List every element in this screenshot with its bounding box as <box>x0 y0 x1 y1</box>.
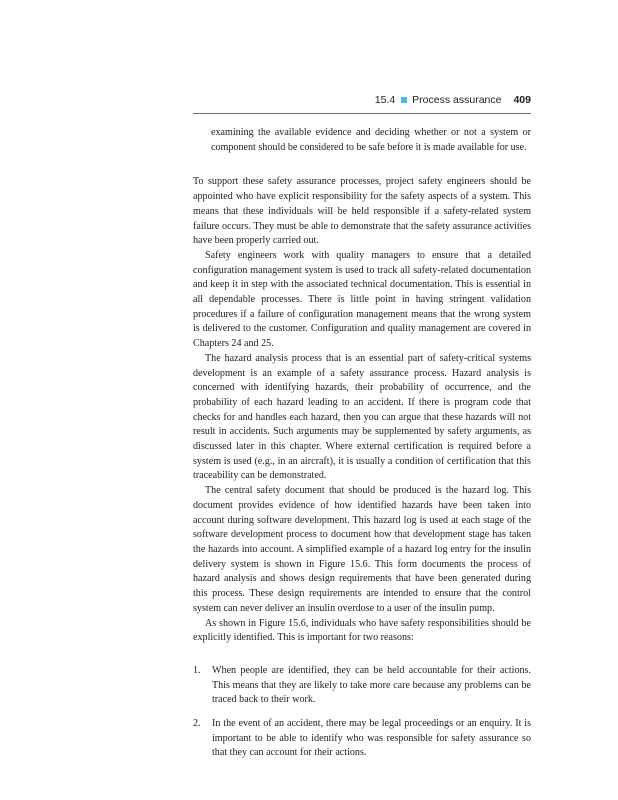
body-text <box>193 126 531 771</box>
list-item <box>193 717 531 761</box>
paragraph: The central safety document that should be produced is the hazard log. This document provides evidence of how identified hazards have been taken into account during software development. This hazard log is used at each stage of the software development process to document how that development stage has taken the hazards into account. A simplified example of a hazard log entry for the insulin delivery system is shown in Figure 15.6. This form documents the process of hazard analysis and shows design requirements that have been generated during this process. These design requirements are intended to ensure that the control system can never deliver an insulin overdose to a user of the insulin pump. <box>193 485 531 614</box>
continued-list-text: examining the available evidence and deciding whether or not a system or component should be considered to be safe before it is made available for use. <box>211 127 531 153</box>
list-number: 1. <box>193 664 201 676</box>
list-item <box>193 664 531 708</box>
numbered-list <box>193 664 531 761</box>
section-number: 15.4 <box>374 94 396 106</box>
list-number: 2. <box>193 718 201 730</box>
list-item-text: In the event of an accident, there may be legal proceedings or an enquiry. It is important to be able to identify who was responsible for safety assurance so that they can account for their actions. <box>212 718 531 759</box>
running-header <box>375 94 531 106</box>
paragraph: Safety engineers work with quality managers to ensure that a detailed configuration management system is used to track all safety-related documentation and keep it in step with the associated technical documentation. This is essential in all dependable processes. There is little point in having stringent validation procedures if a failure of configuration management means that the wrong system is delivered to the customer. Configuration and quality management are covered in Chapters 24 and 25. <box>193 249 531 350</box>
square-bullet-icon <box>401 97 407 103</box>
paragraph: As shown in Figure 15.6, individuals who have safety responsibilities should be explicitly identified. This is important for two reasons: <box>193 617 531 644</box>
list-item-text: When people are identified, they can be held accountable for their actions. This means that they are likely to take more care because any problems can be traced back to their work. <box>212 664 531 706</box>
section-title: Process assurance <box>412 94 502 106</box>
header-rule <box>193 113 531 114</box>
page-number: 409 <box>513 94 531 106</box>
paragraph: To support these safety assurance processes, project safety engineers should be appointed who have explicit responsibility for the safety aspects of a system. This means that these individuals will be held responsible if a safety-related system failure occurs. They must be able to demonstrate that the safety assurance activities have been properly carried out. <box>193 176 531 247</box>
paragraph: The hazard analysis process that is an essential part of safety-critical systems development is an example of a safety assurance process. Hazard analysis is concerned with identifying hazards, their probability of occurrence, and the probability of each hazard leading to an accident. If there is program code that checks for and handles each hazard, then you can argue that these hazards will not result in accidents. Such arguments may be supplemented by safety arguments, as discussed later in this chapter. Where external certification is required before a system is used (e.g., in an aircraft), it is usually a condition of certification that this traceability can be demonstrated. <box>193 352 531 482</box>
